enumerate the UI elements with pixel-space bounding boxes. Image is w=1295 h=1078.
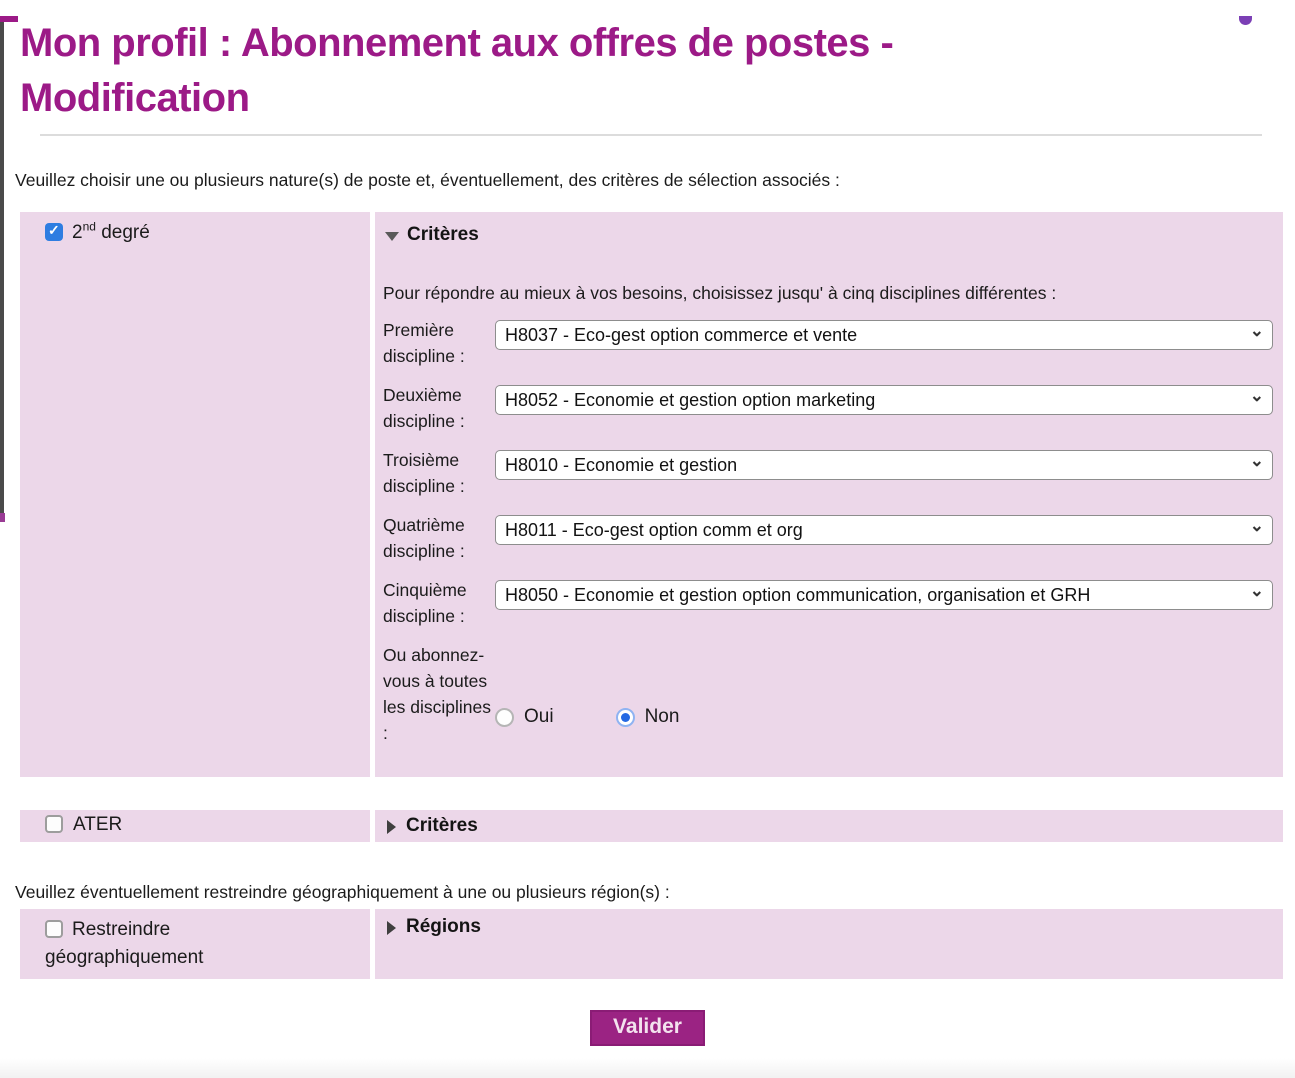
regions-toggle-collapsed[interactable] — [383, 916, 1273, 938]
title-divider — [40, 134, 1262, 136]
ater-label: ATER — [73, 814, 123, 835]
discipline-row-2 — [383, 382, 1273, 434]
geo-label: Restreindre géographiquement — [45, 919, 204, 968]
non-radio-label: Non — [644, 706, 680, 727]
geo-checkbox-cell — [20, 909, 370, 979]
all-disciplines-row — [383, 642, 1273, 746]
discipline-4-select[interactable] — [495, 515, 1273, 545]
geo-intro-text: Veuillez éventuellement restreindre géographiquement à une ou plusieurs région(s) : — [15, 882, 670, 902]
2nd-degre-checkbox[interactable] — [45, 223, 63, 241]
page-title: Mon profil : Abonnement aux offres de postes - Modification — [20, 21, 894, 120]
top-right-fragment — [1239, 16, 1252, 25]
top-left-fragment — [0, 16, 18, 22]
regions-title: Régions — [406, 916, 481, 937]
2nd-degre-label: 2nd degré — [72, 220, 150, 244]
discipline-row-5 — [383, 577, 1273, 629]
section-2nd-degre — [20, 212, 1283, 777]
chevron-down-icon: ⌄ — [1249, 386, 1264, 405]
discipline-4-label: Quatrième discipline : — [383, 515, 465, 561]
window-left-edge — [0, 16, 5, 513]
discipline-1-label: Première discipline : — [383, 320, 465, 366]
ater-criteria-title: Critères — [406, 815, 478, 836]
ater-criteria-toggle-collapsed[interactable] — [383, 815, 1273, 837]
chevron-down-icon: ⌄ — [1249, 581, 1264, 600]
chevron-down-icon: ⌄ — [1249, 451, 1264, 470]
geo-regions-cell — [375, 909, 1283, 979]
radio-option-non[interactable] — [616, 706, 680, 728]
non-radio[interactable] — [616, 708, 635, 727]
radio-option-oui[interactable] — [495, 706, 554, 728]
discipline-5-select[interactable] — [495, 580, 1273, 610]
discipline-row-3 — [383, 447, 1273, 499]
all-disciplines-radio-group — [495, 706, 679, 746]
2nd-degre-criteria-cell — [375, 212, 1283, 777]
discipline-3-label: Troisième discipline : — [383, 450, 465, 496]
expand-triangle-icon — [387, 921, 396, 935]
ater-checkbox-cell — [20, 810, 370, 842]
collapse-triangle-icon — [385, 232, 399, 241]
oui-radio[interactable] — [495, 708, 514, 727]
discipline-1-select[interactable] — [495, 320, 1273, 350]
window-left-edge-tick — [0, 513, 5, 522]
criteria-title: Critères — [407, 224, 479, 245]
chevron-down-icon: ⌄ — [1249, 321, 1264, 340]
section-ater — [20, 810, 1283, 842]
2nd-degre-checkbox-cell — [20, 212, 370, 777]
section-geo — [20, 909, 1283, 979]
expand-triangle-icon — [387, 820, 396, 834]
ater-checkbox[interactable] — [45, 815, 63, 833]
bottom-gradient — [0, 1058, 1295, 1078]
valider-button[interactable]: Valider — [590, 1010, 705, 1046]
submit-row — [0, 1010, 1295, 1046]
oui-radio-label: Oui — [524, 706, 554, 727]
all-disciplines-label: Ou abonnez-vous à toutes les disciplines : — [383, 645, 491, 743]
geo-checkbox[interactable] — [45, 920, 63, 938]
chevron-down-icon: ⌄ — [1249, 516, 1264, 535]
ater-criteria-cell — [375, 810, 1283, 842]
criteria-toggle-expanded[interactable] — [383, 224, 1273, 246]
discipline-row-1 — [383, 317, 1273, 369]
discipline-row-4 — [383, 512, 1273, 564]
discipline-3-select[interactable] — [495, 450, 1273, 480]
intro-text: Veuillez choisir une ou plusieurs nature(s) de poste et, éventuellement, des critères de sélection associés : — [15, 170, 840, 190]
discipline-5-label: Cinquième discipline : — [383, 580, 467, 626]
criteria-intro: Pour répondre au mieux à vos besoins, choisissez jusqu' à cinq disciplines différentes : — [383, 283, 1057, 303]
discipline-2-label: Deuxième discipline : — [383, 385, 465, 431]
discipline-2-select[interactable] — [495, 385, 1273, 415]
